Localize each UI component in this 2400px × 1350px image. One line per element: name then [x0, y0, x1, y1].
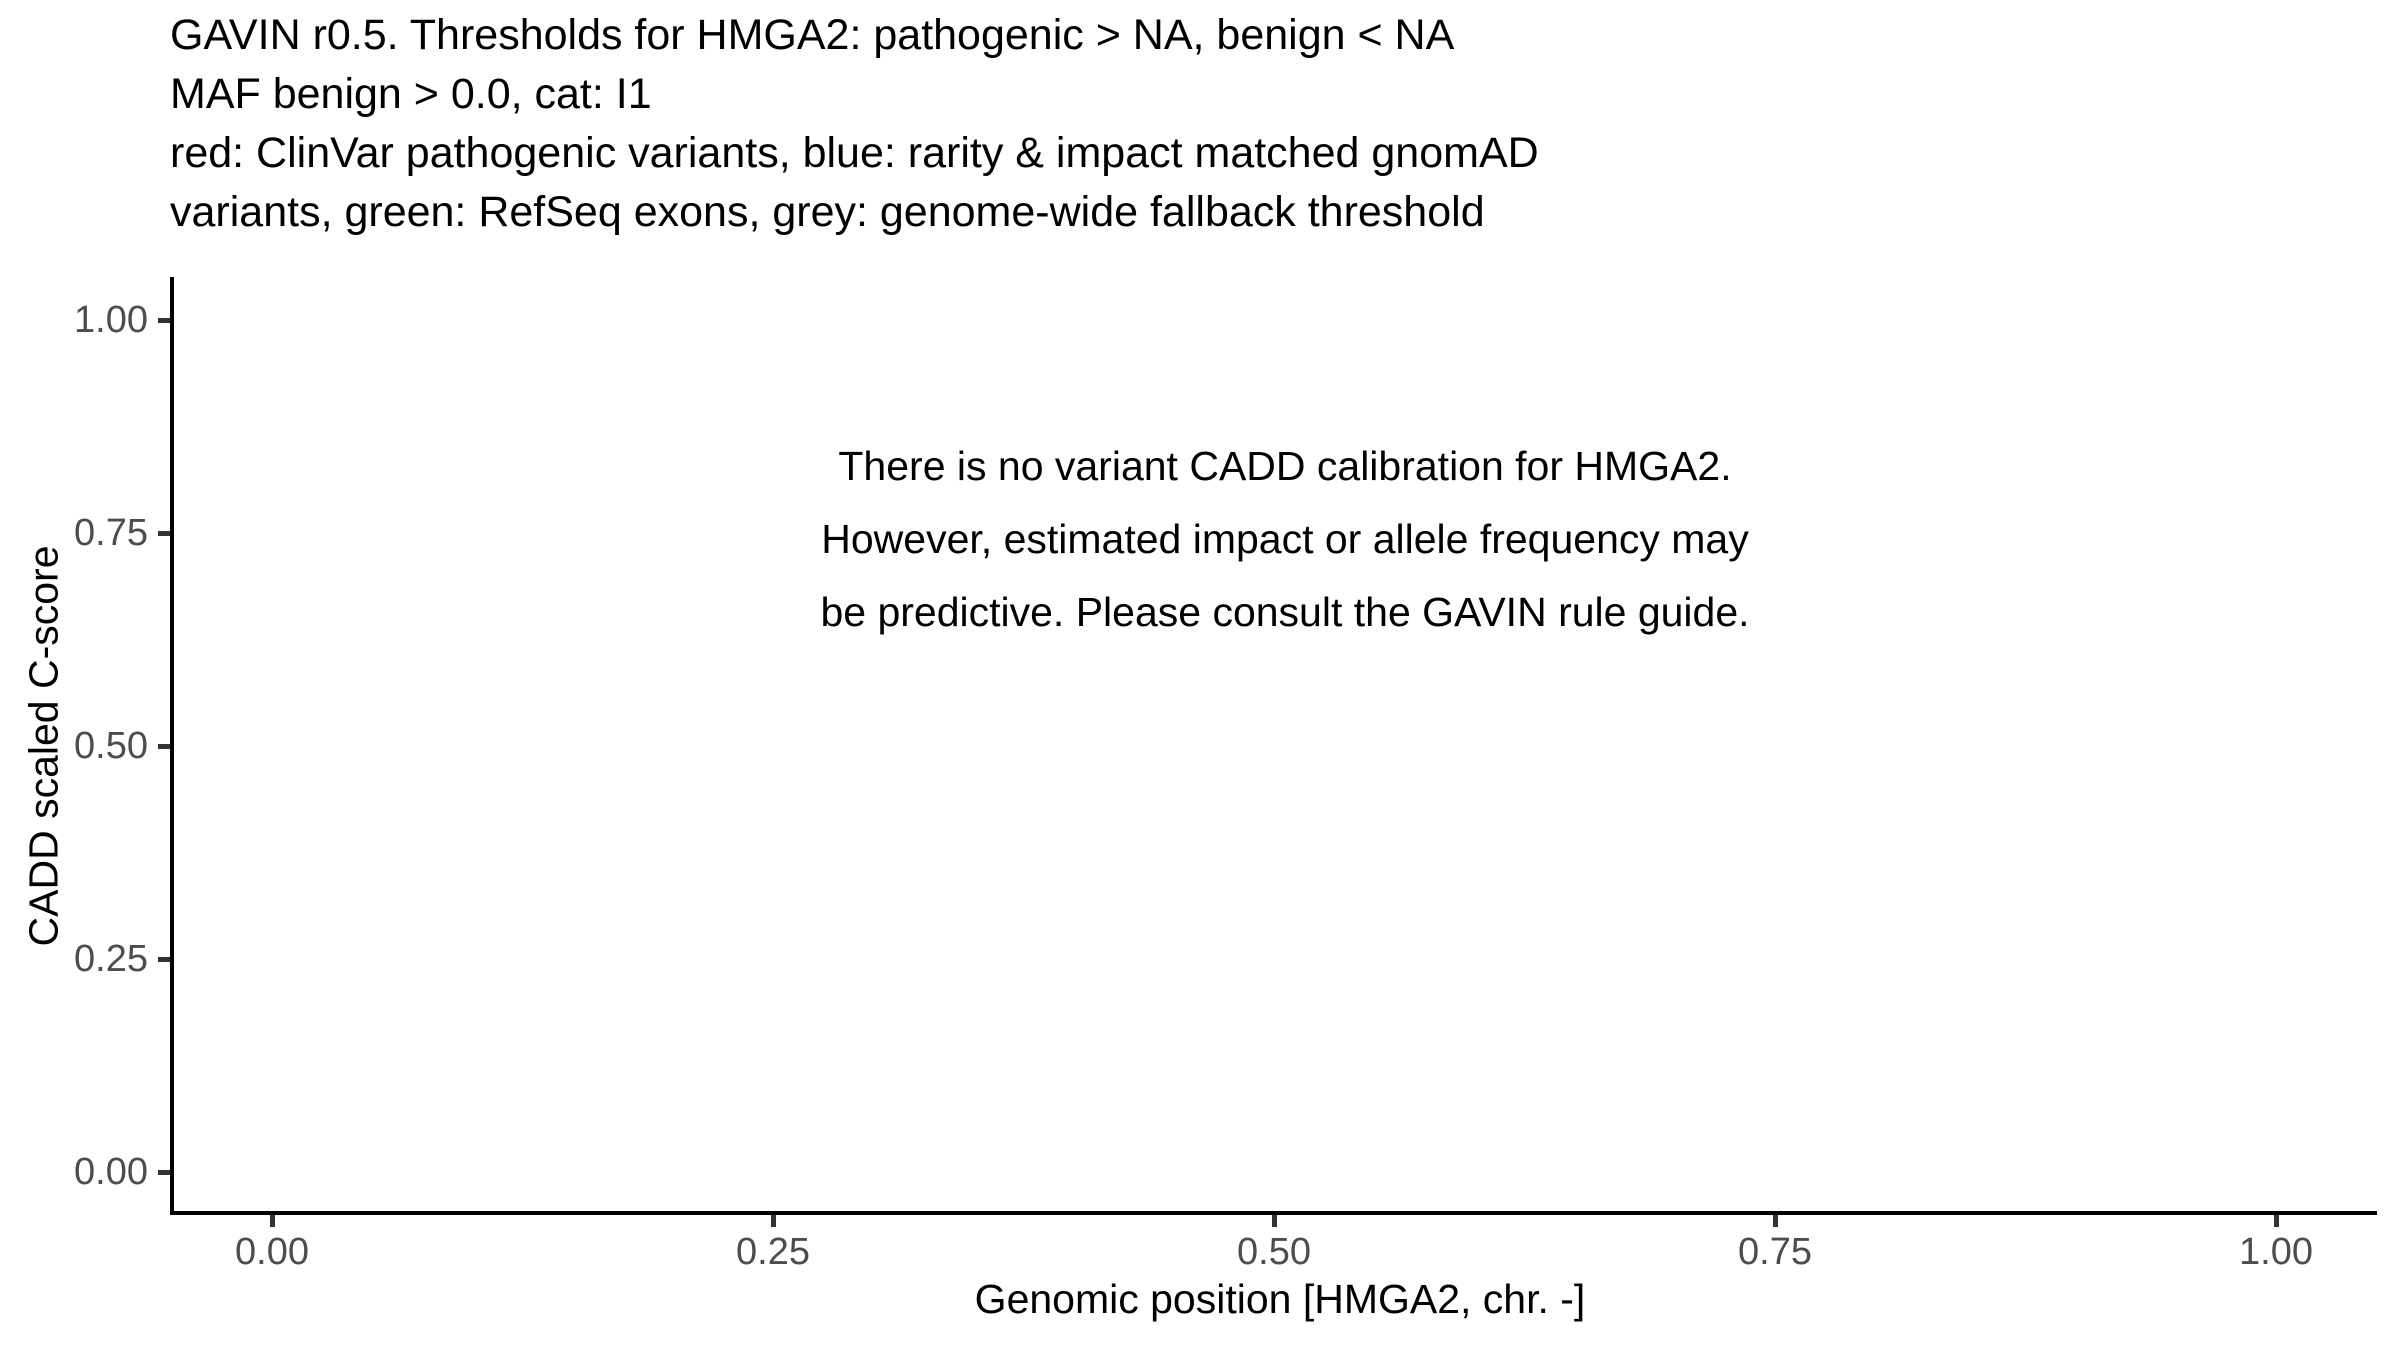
plot-title-line-3: red: ClinVar pathogenic variants, blue: rarity & impact matched gnomAD — [170, 129, 1539, 177]
x-axis-title: Genomic position [HMGA2, chr. -] — [974, 1276, 1586, 1322]
x-tick-mark — [2274, 1215, 2279, 1227]
y-tick-label-0.50: 0.50 — [74, 725, 148, 767]
y-tick-mark — [158, 957, 170, 962]
x-tick-label-0.00: 0.00 — [235, 1231, 309, 1273]
y-tick-mark — [158, 531, 170, 536]
x-tick-mark — [270, 1215, 275, 1227]
no-calibration-message-line-1: There is no variant CADD calibration for HMGA2. — [838, 443, 1732, 489]
plot-title — [170, 6, 1539, 242]
no-calibration-message — [820, 430, 1749, 649]
no-calibration-message-line-2: However, estimated impact or allele frequency may — [821, 516, 1749, 562]
plot-title-line-2: MAF benign > 0.0, cat: I1 — [170, 70, 652, 118]
y-tick-label-0.00: 0.00 — [74, 1151, 148, 1193]
plot-title-line-4: variants, green: RefSeq exons, grey: genome-wide fallback threshold — [170, 188, 1485, 236]
x-tick-label-0.75: 0.75 — [1738, 1231, 1812, 1273]
y-tick-label-0.25: 0.25 — [74, 938, 148, 980]
plot-title-line-1: GAVIN r0.5. Thresholds for HMGA2: pathogenic > NA, benign < NA — [170, 11, 1455, 59]
no-calibration-message-line-3: be predictive. Please consult the GAVIN rule guide. — [820, 589, 1750, 635]
x-tick-mark — [1272, 1215, 1277, 1227]
x-tick-label-1.00: 1.00 — [2239, 1231, 2313, 1273]
x-tick-label-0.50: 0.50 — [1237, 1231, 1311, 1273]
y-tick-mark — [158, 744, 170, 749]
y-tick-mark — [158, 1170, 170, 1175]
x-tick-mark — [1773, 1215, 1778, 1227]
y-tick-label-0.75: 0.75 — [74, 512, 148, 554]
x-tick-mark — [771, 1215, 776, 1227]
y-tick-mark — [158, 318, 170, 323]
y-tick-label-1.00: 1.00 — [74, 299, 148, 341]
plot-panel — [170, 277, 2377, 1215]
x-tick-label-0.25: 0.25 — [736, 1231, 810, 1273]
y-axis-title: CADD scaled C-score — [20, 545, 67, 947]
